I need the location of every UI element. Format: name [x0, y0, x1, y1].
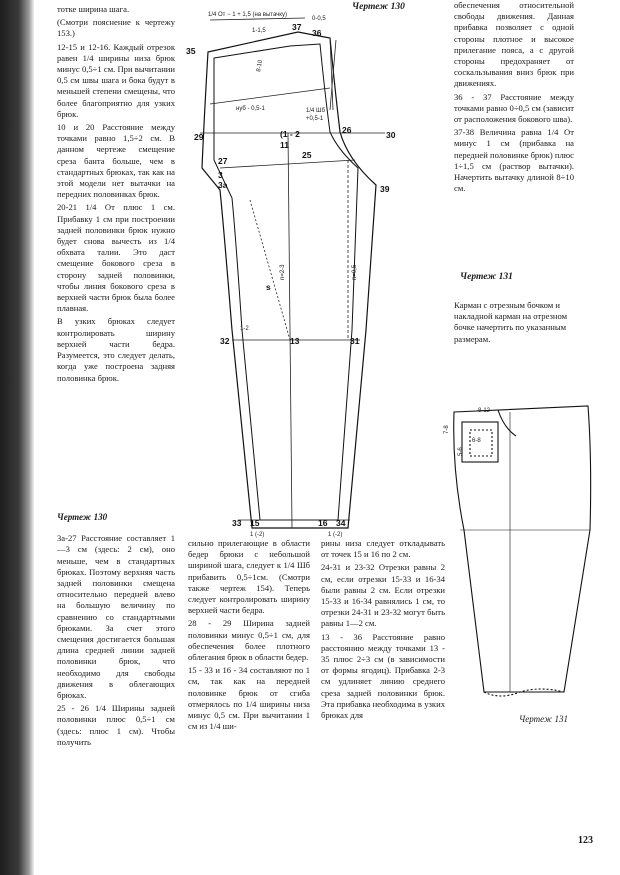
- back-half-outline: [202, 32, 376, 528]
- paragraph: 37-38 Величина равна 1/4 От минус 1 см (прибавка на передней половинке брюк) плюс 1÷1,5 см (раствор вытачки). Начертить вытачку длиной 8÷10 см.: [454, 127, 574, 194]
- seat-line: [210, 88, 330, 104]
- point-label: 37: [292, 22, 302, 32]
- point-label: 35: [186, 46, 196, 56]
- pocket-opening: [498, 410, 516, 436]
- text-column-center: [321, 538, 445, 723]
- point-label: 36: [312, 28, 322, 38]
- paragraph: 3a-27 Расстояние составляет 1—3 см (здесь: 2 см), оно меньше, чем в стандартных брюках. Поэтому верхняя часть задней половинки смещена относительно передней влево на большую величину по сравнению со стандартными брюками. За счет этого смещения достигается большая длина средней линии задней половинки брюк, что необходимо для свободы движения в облегающих брюках.: [57, 533, 175, 701]
- drawing-131-description: Карман с отрезным бочком и накладной карман на отрезном бочке начертить по указанным размерам.: [454, 300, 568, 344]
- point-label: 27: [218, 156, 228, 166]
- text-column-middle: [188, 538, 310, 734]
- text-column-left: [57, 4, 175, 386]
- paragraph: 10 и 20 Расстояние между точками равно 1,5÷2 см. В данном чертеже смещение среза банта больше, чем в стандартных брюках, так как на этой модели нет вытачки на передних половинках брюк.: [57, 122, 175, 200]
- point-label: n=0,5: [352, 264, 358, 280]
- point-label: +0,5-1: [306, 116, 324, 122]
- point-label: 31: [350, 336, 360, 346]
- paragraph: обеспечения относительной свободы движения. Данная прибавка позволяет с одной стороны плотное и высокое прилегание пояса, а с другой стороны предохраняет от соскальзывания вниз брюк при движениях.: [454, 0, 574, 89]
- paragraph: 12-15 и 12-16. Каждый отрезок равен 1/4 ширины низа брюк минус 0,5÷1 см. При вычитании 0,5 см швы шага и бока будут в меньшей степени смещены, что более благоприятно для узких брюк.: [57, 41, 175, 119]
- crotch-line: [220, 160, 355, 168]
- point-label: 16: [318, 518, 328, 528]
- dimension-label: 5-6: [458, 447, 464, 456]
- pattern-outline: [454, 406, 591, 692]
- point-label: 25: [302, 150, 312, 160]
- trouser-pocket-drawing-131: [440, 400, 610, 710]
- point-label: 34: [336, 518, 346, 528]
- crease-line: [288, 133, 292, 528]
- point-label: 11: [280, 140, 289, 150]
- section-heading: Чертеж 130: [57, 512, 108, 522]
- point-label: 0-0,5: [312, 16, 326, 22]
- paragraph: 25 - 26 1/4 Ширины задней половинки плюс 0,5÷1 см (здесь: плюс 1 см). Чтобы получить: [57, 703, 175, 747]
- dimension-label: 8-12: [478, 408, 491, 414]
- drawing-131-caption: Чертеж 131: [519, 714, 568, 724]
- book-spine-shadow: [0, 0, 34, 875]
- point-label: 26: [342, 125, 352, 135]
- point-label: 33: [232, 518, 242, 528]
- text-column-left-lower: [57, 512, 175, 750]
- paragraph: рины низа следует откладывать от точек 15 и 16 по 2 см.: [321, 538, 445, 560]
- point-label: n=2-3: [280, 264, 286, 280]
- text-column-right: [454, 0, 574, 196]
- point-label: (1 - 2: [280, 129, 300, 139]
- point-label: 1-2: [240, 326, 249, 332]
- paragraph: 15 - 33 и 16 - 34 составляют по 1 см, так как на передней половинке брюк от сгиба отмерялось по 1/4 ширины низа минус 0,5 см. При вычитании 1 см из 1/4 ши-: [188, 665, 310, 732]
- paragraph: тотке ширина шага.: [57, 4, 130, 14]
- paragraph: 36 - 37 Расстояние между точками равно 0÷0,5 см (зависит от расположения бокового шва).: [454, 91, 574, 125]
- formula-line: [210, 18, 305, 20]
- point-label: 1/4 Шб: [306, 108, 325, 114]
- paragraph: 24-31 и 23-32 Отрезки равны 2 см, если отрезки 15-33 и 16-34 были равны 2 см. Если отрезки 15-33 и 16-34 равнялись 1 см, то отрезки 24-31 и 23-32 могут быть равны 1—2 см.: [321, 562, 445, 629]
- paragraph: 28 - 29 Ширина задней половинки минус 0,5÷1 см, для обеспечения более плотного облегания брюк в области бедер.: [188, 618, 310, 663]
- point-label: 29: [194, 132, 204, 142]
- paragraph: 13 - 36 Расстояние равно расстоянию между точками 13 - 35 плюс 2÷3 см (в зависимости от формы ягодиц). Прибавка 2-3 см удлиняет линию среднего среза задней половинки брюк. Эта прибавка необходима в узких брюках для: [321, 631, 445, 721]
- page-number: 123: [578, 835, 593, 846]
- point-label: 30: [386, 130, 396, 140]
- point-label: s: [266, 282, 271, 292]
- point-label: 15: [250, 518, 260, 528]
- point-label: 13: [290, 336, 300, 346]
- top-formula: 1/4 От − 1 + 1,5 (на вытачку): [208, 12, 287, 18]
- paragraph: В узких брюках следует контролировать ширину верхней части бедра. Разумеется, это следует делать, когда уже построена задняя половинка брюк.: [57, 316, 175, 383]
- point-label: 8-10: [256, 59, 265, 73]
- paragraph: сильно прилегающие в области бедер брюки с небольшой шириной шага, следует к 1/4 Шб прибавить 0,5÷1см. (Смотри также чертеж 154). Теперь следует контролировать ширину верхней части бедра.: [188, 538, 310, 616]
- pattern-labels: [186, 16, 396, 538]
- paragraph: 20-21 1/4 От плюс 1 см. Прибавку 1 см при построении задней половинки брюк нужно будет снова вычесть из 1/4 обхвата талии. Это даст смещение бокового среза в сторону задней половинки, чтобы линия бокового среза в верхней части брюк была более плавная.: [57, 202, 175, 314]
- drawing-131-heading: Чертеж 131: [460, 272, 513, 282]
- dimension-label: 7-8: [444, 425, 450, 434]
- point-label: 3a: [218, 180, 228, 190]
- point-label: нуб - 0,5-1: [236, 106, 265, 112]
- point-label: 1 (-2): [328, 532, 343, 538]
- paragraph: (Смотри пояснение к чертежу 153.): [57, 17, 175, 39]
- point-label: 1-1,5: [252, 28, 266, 34]
- point-label: 32: [220, 336, 230, 346]
- point-label: 1 (-2): [250, 532, 265, 538]
- dimension-label: 6-8: [472, 438, 481, 444]
- trouser-pattern-drawing-130: [180, 0, 450, 540]
- point-label: 39: [380, 184, 390, 194]
- front-half-outline: [214, 44, 358, 520]
- point-label: 3: [218, 170, 223, 180]
- drawing-130-title: Чертеж 130: [352, 2, 405, 12]
